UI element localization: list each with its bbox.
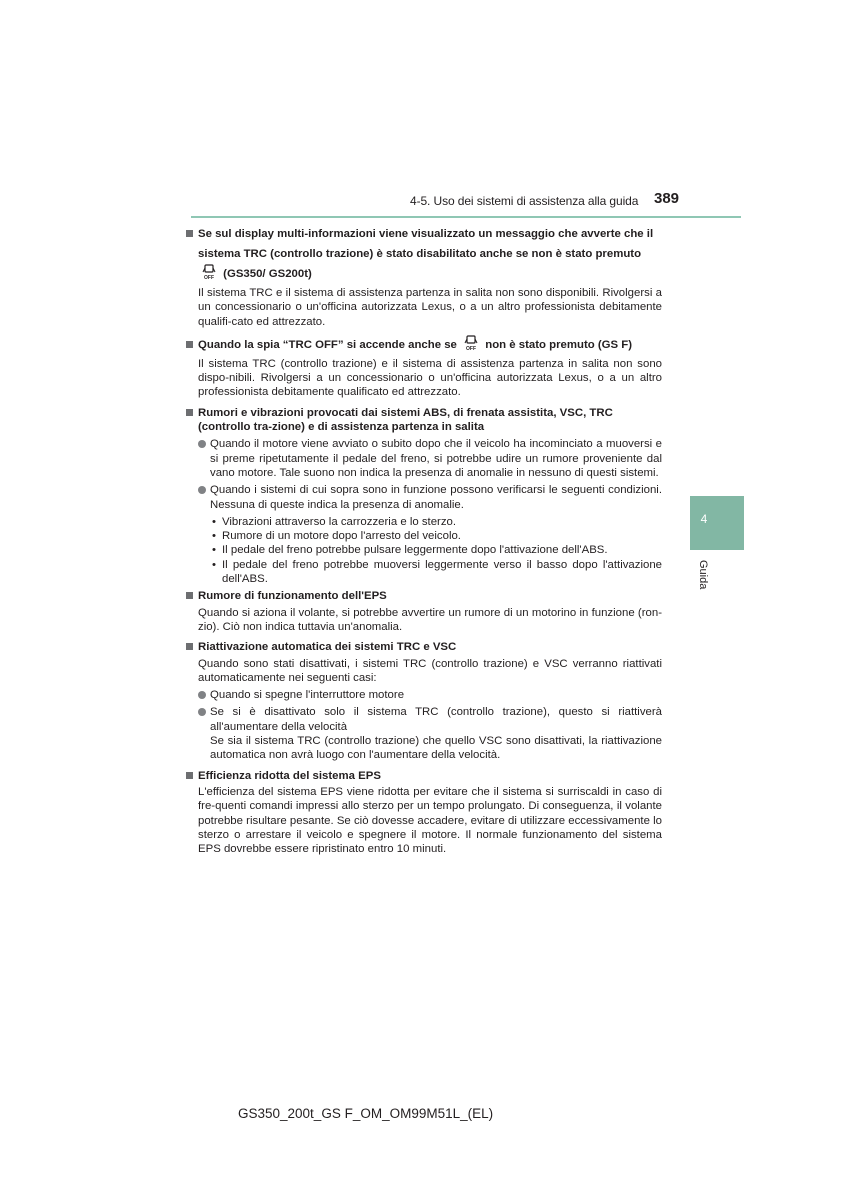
section-noise-vibration [186,406,662,587]
section-body: Quando si aziona il volante, si potrebbe avvertire un rumore di un motorino in funzione (ron-zio). Ciò non indica tuttavia un'anomalia. [198,606,662,633]
sub-list-item: • Rumore di un motore dopo l'arresto del veicolo. [212,530,461,543]
section-auto-reactivation [186,640,662,762]
section-body: Il sistema TRC e il sistema di assistenza partenza in salita non sono disponibili. Rivolgersi a un concessionario o un'officina autorizzata Lexus, o a un altro professionista debitamente qualifi-cato ed attrezzato. [198,287,662,328]
section-title-text: Rumore di funzionamento dell'EPS [198,590,387,603]
section-title [186,769,662,783]
square-bullet-icon [186,772,193,779]
section-title [186,224,662,284]
section-trc-disabled-message [186,224,662,329]
section-trc-off-indicator [186,335,662,400]
section-eps-noise [186,589,662,634]
section-title-text: Efficienza ridotta del sistema EPS [198,769,381,782]
list-item [186,437,662,480]
section-body: Il sistema TRC (controllo trazione) e il sistema di assistenza partenza in salita non sono dispo-nibili. Rivolgersi a un concessionario o un'officina autorizzata Lexus, o a un altro professionista debitamente qualificato ed attrezzato. [198,357,662,399]
list-item-text: Quando il motore viene avviato o subito dopo che il veicolo ha incominciato a muoversi e si preme ripetutamente il pedale del freno, si potrebbe udire un rumore proveniente dal vano motore. Tale suono non indica la presenza di anomalie in nessuno di questi sistemi. [210,438,662,479]
section-title-part-a: Se sul display multi-informazioni viene visualizzato un messaggio che avverte che il sistema TRC (controllo trazione) è stato disabilitato anche se non è stato premuto [198,228,654,260]
sub-list-item: • Vibrazioni attraverso la carrozzeria e lo sterzo. [212,515,457,528]
square-bullet-icon [186,592,193,599]
trc-off-icon [464,335,478,351]
chapter-number: 4 [700,512,708,526]
sub-list-item-text: Vibrazioni attraverso la carrozzeria e lo sterzo. [222,515,457,528]
sub-list-item-text: Il pedale del freno potrebbe pulsare leggermente dopo l'attivazione dell'ABS. [222,544,608,557]
sub-list-item: • Il pedale del freno potrebbe muoversi leggermente verso il basso dopo l'attivazione dell'ABS. [212,558,662,586]
list-item [186,483,662,512]
sub-list-item-text: Il pedale del freno potrebbe muoversi leggermente verso il basso dopo l'attivazione dell'ABS. [222,558,662,586]
round-bullet-icon [198,691,206,699]
header-section-title: 4-5. Uso dei sistemi di assistenza alla guida [410,194,639,208]
section-title-part-b: (GS350/ GS200t) [223,268,312,280]
document-footer-code: GS350_200t_GS F_OM_OM99M51L_(EL) [238,1106,494,1121]
list-item [186,705,662,734]
trc-off-icon [202,264,216,280]
section-title [186,406,662,435]
square-bullet-icon [186,341,193,348]
page-content [186,224,662,862]
sub-list [186,515,662,586]
square-bullet-icon [186,643,193,650]
chapter-tab [690,496,744,550]
section-body: Quando sono stati disattivati, i sistemi TRC (controllo trazione) e VSC verranno riattivati automaticamente nei seguenti casi: [198,657,662,684]
round-bullet-icon [198,708,206,716]
section-title-text: Rumori e vibrazioni provocati dai sistemi ABS, di frenata assistita, VSC, TRC (controllo tra-zione) e di assistenza partenza in salita [198,406,613,434]
sub-list-item: • Il pedale del freno potrebbe pulsare leggermente dopo l'attivazione dell'ABS. [212,544,608,557]
section-title-text: Riattivazione automatica dei sistemi TRC e VSC [198,641,457,654]
round-bullet-icon [198,440,206,448]
section-title [186,589,662,603]
round-bullet-icon [198,486,206,494]
list-item-text: Quando i sistemi di cui sopra sono in funzione possono verificarsi le seguenti condizioni. Nessuna di queste indica la presenza di anomalie. [210,484,662,511]
section-body: L'efficienza del sistema EPS viene ridotta per evitare che il sistema si surriscaldi in caso di fre-quenti comandi impressi allo sterzo per un tempo prolungato. Di conseguenza, il volante potrebbe risultare pesante. Se ciò dovesse accadere, evitare di utilizzare eccessivamente lo sterzo o arrestare il veicolo e spegnere il motore. Il normale funzionamento del sistema EPS dovrebbe essere ripristinato entro 10 minuti. [198,785,662,856]
list-item [186,688,662,702]
page-number: 389 [654,190,680,207]
svg-text:OFF: OFF [466,345,477,351]
section-title [186,335,662,355]
square-bullet-icon [186,230,193,237]
square-bullet-icon [186,409,193,416]
section-eps-reduced [186,769,662,857]
list-item-text: Quando si spegne l'interruttore motore [210,689,405,702]
chapter-label: Guida [697,560,709,590]
section-title-part-b: non è stato premuto (GS F) [485,338,633,351]
sub-list-item-text: Rumore di un motore dopo l'arresto del veicolo. [222,530,461,543]
svg-text:OFF: OFF [204,275,214,280]
list-item-continuation: Se sia il sistema TRC (controllo trazione) che quello VSC sono disattivati, la riattivazione automatica non avrà luogo con l'aumentare della velocità. [210,735,662,762]
section-title-part-a: Quando la spia “TRC OFF” si accende anche se [198,338,457,351]
list-item-text: Se si è disattivato solo il sistema TRC (controllo trazione), questo si riattiverà all'aumentare della velocità [210,706,662,733]
section-title [186,640,662,654]
header-rule [191,216,741,218]
